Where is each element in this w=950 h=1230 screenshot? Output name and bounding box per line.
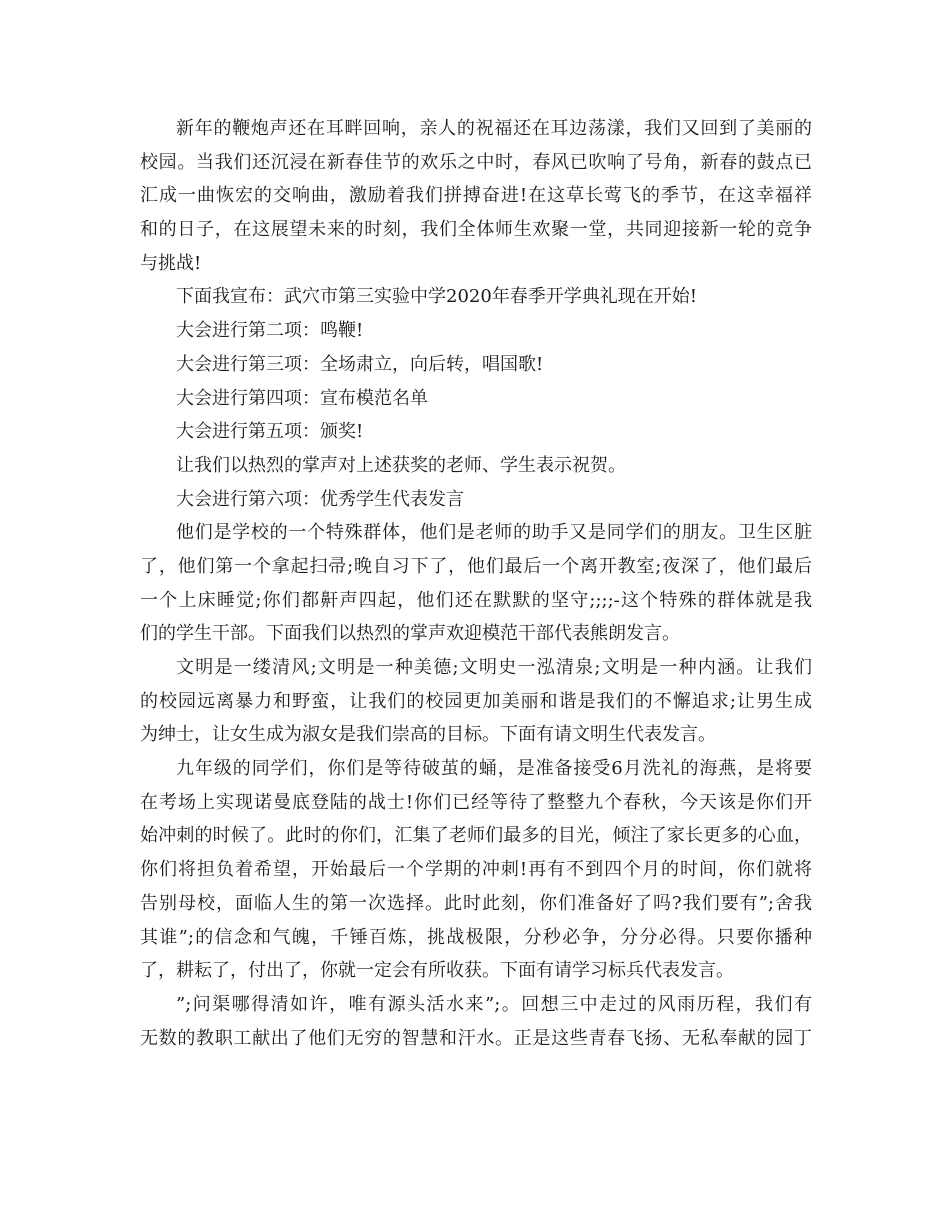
text-line: ”;问渠哪得清如许，唯有源头活水来”;。回想三中走过的风雨历程，我们有 [176,993,812,1015]
text-line: 和的日子，在这展望未来的时刻，我们全体师生欢聚一堂，共同迎接新一轮的竞争 [140,219,812,241]
text-line: 大会进行第三项：全场肃立，向后转，唱国歌! [176,353,544,375]
text-line: 一个上床睡觉;你们都鼾声四起，他们还在默默的坚守;;;;-这个特殊的群体就是我 [140,589,812,611]
text-line: 九年级的同学们，你们是等待破茧的蛹，是准备接受6月洗礼的海燕，是将要 [176,758,812,780]
document-body [140,112,812,1055]
text-line: 汇成一曲恢宏的交响曲，激励着我们拼搏奋进!在这草长莺飞的季节，在这幸福祥 [140,185,812,207]
text-line: 的校园远离暴力和野蛮，让我们的校园更加美丽和谐是我们的不懈追求;让男生成 [140,690,812,712]
text-line: 新年的鞭炮声还在耳畔回响，亲人的祝福还在耳边荡漾，我们又回到了美丽的 [176,118,812,139]
text-line: 文明是一缕清风;文明是一种美德;文明史一泓清泉;文明是一种内涵。让我们 [176,657,812,678]
text-line: 让我们以热烈的掌声对上述获奖的老师、学生表示祝贺。 [176,454,626,476]
text-line: 告别母校，面临人生的第一次选择。此时此刻，你们准备好了吗?我们要有”;舍我 [140,892,812,914]
text-line: 大会进行第二项：鸣鞭! [176,320,364,342]
text-line: 你们将担负着希望，开始最后一个学期的冲刺!再有不到四个月的时间，你们就将 [140,859,812,881]
text-line: 了，耕耘了，付出了，你就一定会有所收获。下面有请学习标兵代表发言。 [140,960,734,982]
text-line: 始冲刺的时候了。此时的你们，汇集了老师们最多的目光，倾注了家长更多的心血， [140,825,812,847]
text-line: 与挑战! [140,252,202,274]
text-line: 其谁”;的信念和气魄，千锤百炼，挑战极限，分秒必争，分分必得。只要你播种 [140,926,812,948]
text-line: 下面我宣布：武穴市第三实验中学2020年春季开学典礼现在开始! [176,286,698,308]
text-line: 他们是学校的一个特殊群体，他们是老师的助手又是同学们的朋友。卫生区脏 [176,522,812,544]
text-line: 了，他们第一个拿起扫帚;晚自习下了，他们最后一个离开教室;夜深了，他们最后 [140,555,812,577]
text-line: 们的学生干部。下面我们以热烈的掌声欢迎模范干部代表熊朗发言。 [140,623,680,645]
text-line: 大会进行第五项：颁奖! [176,421,364,443]
text-line: 无数的教职工献出了他们无穷的智慧和汗水。正是这些青春飞扬、无私奉献的园丁 [140,1027,812,1049]
text-line: 大会进行第四项：宣布模范名单 [176,387,428,409]
text-line: 校园。当我们还沉浸在新春佳节的欢乐之中时，春风已吹响了号角，新春的鼓点已 [140,151,812,173]
text-line: 大会进行第六项：优秀学生代表发言 [176,488,464,510]
text-line: 在考场上实现诺曼底登陆的战士!你们已经等待了整整九个春秋，今天该是你们开 [140,791,812,813]
text-line: 为绅士，让女生成为淑女是我们崇高的目标。下面有请文明生代表发言。 [140,724,716,746]
